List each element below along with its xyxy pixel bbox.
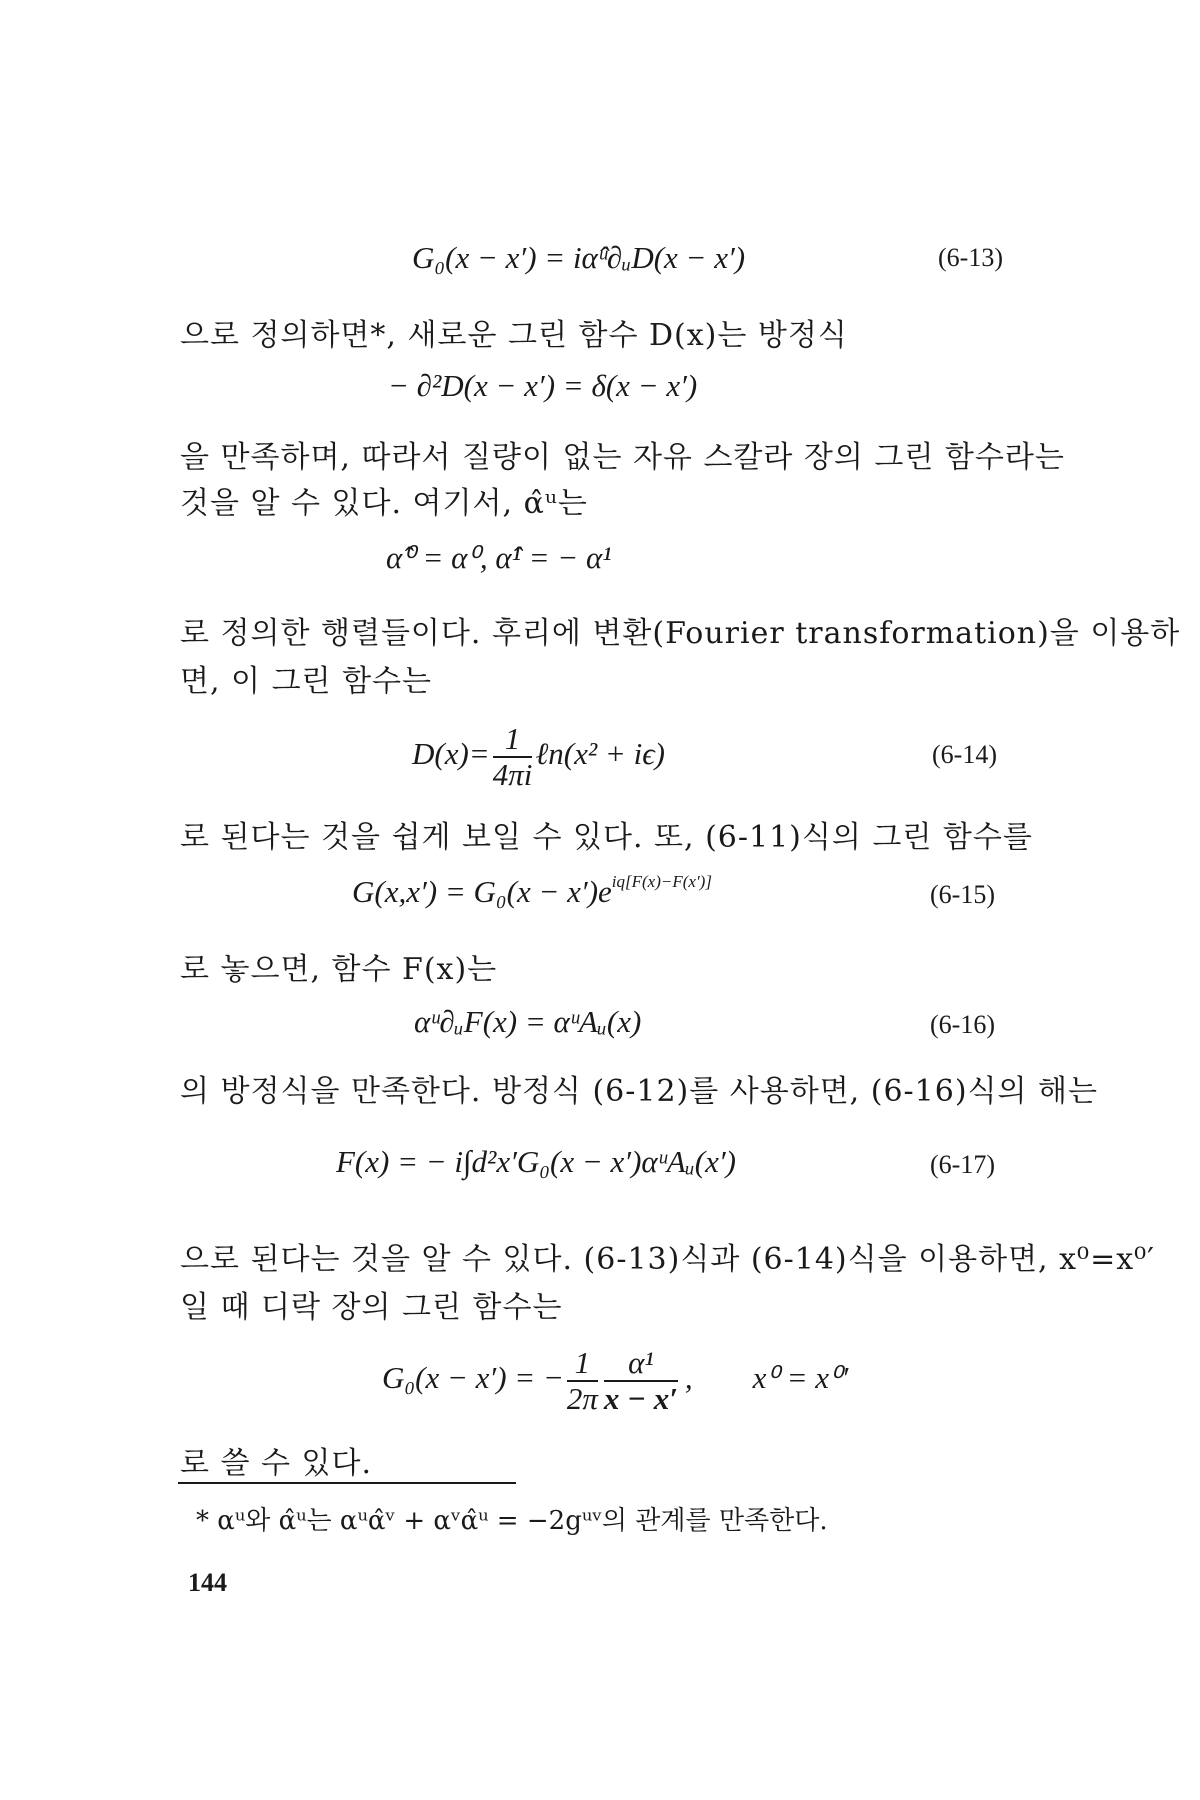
equation-number-6-15: (6-15): [930, 880, 995, 909]
footnote: * αᵘ와 α̂ᵘ는 αᵘα̂ᵛ + αᵛα̂ᵘ = −2gᵘᵛ의 관계를 만족한다.: [196, 1506, 828, 1536]
equation-6-14-fraction: [493, 722, 533, 792]
equation-6-14: [412, 722, 665, 792]
equation-dirac-fraction-2: [604, 1346, 678, 1416]
fraction-denominator: 2π: [566, 1381, 598, 1416]
fraction-denominator: 4πi: [492, 757, 533, 792]
paragraph-2-line-2: 것을 알 수 있다. 여기서, α̂ᵘ는: [180, 486, 588, 521]
equation-6-15-main: G(x,x′) = G₀(x − x′)e: [352, 874, 612, 909]
equation-6-16: αᵘ∂ᵤF(x) = αᵘAᵤ(x): [414, 1004, 642, 1039]
equation-6-14-rhs: ℓn(x² + iϵ): [535, 736, 666, 772]
equation-6-13: G₀(x − x′) = iα̂ᵘ∂ᵤD(x − x′): [412, 240, 746, 275]
paragraph-2-line-1: 을 만족하며, 따라서 질량이 없는 자유 스칼라 장의 그린 함수라는: [180, 440, 1065, 475]
equation-dirac-green: [382, 1346, 848, 1416]
footnote-divider: [178, 1482, 516, 1484]
paragraph-4: 로 된다는 것을 쉽게 보일 수 있다. 또, (6-11)식의 그린 함수를: [180, 820, 1033, 855]
equation-laplacian: − ∂²D(x − x′) = δ(x − x′): [388, 368, 698, 403]
equation-number-6-13: (6-13): [938, 243, 1003, 272]
paragraph-7-line-2: 일 때 디락 장의 그린 함수는: [180, 1290, 563, 1325]
paragraph-8: 로 쓸 수 있다.: [180, 1446, 373, 1481]
paragraph-5: 로 놓으면, 함수 F(x)는: [180, 952, 498, 987]
paragraph-1: 으로 정의하면*, 새로운 그린 함수 D(x)는 방정식: [180, 318, 848, 353]
fraction-numerator: α¹: [604, 1346, 678, 1382]
paragraph-7-line-1: 으로 된다는 것을 알 수 있다. (6-13)식과 (6-14)식을 이용하면, x⁰=x⁰′: [180, 1242, 1155, 1277]
equation-number-6-16: (6-16): [930, 1010, 995, 1039]
paragraph-6: 의 방정식을 만족한다. 방정식 (6-12)를 사용하면, (6-16)식의 해는: [180, 1074, 1099, 1109]
equation-alpha-hat: α̂⁰ = α⁰, α̂¹ = − α¹: [386, 540, 612, 575]
equation-6-15-exponent: iq[F(x)−F(x′)]: [611, 871, 712, 891]
equation-number-6-14: (6-14): [932, 740, 997, 769]
equation-dirac-condition: x⁰ = x⁰′: [752, 1360, 849, 1396]
page-number: 144: [188, 1568, 227, 1597]
paragraph-3-line-2: 면, 이 그린 함수는: [180, 664, 433, 699]
equation-number-6-17: (6-17): [930, 1150, 995, 1179]
fraction-denominator: x − x′: [603, 1381, 678, 1416]
equation-dirac-fraction-1: [567, 1346, 598, 1416]
fraction-numerator: 1: [567, 1346, 598, 1382]
equation-dirac-lhs: G₀(x − x′) = −: [382, 1360, 564, 1396]
paragraph-3-line-1: 로 정의한 행렬들이다. 후리에 변환(Fourier transformation)을 이용하: [180, 616, 1181, 651]
equation-6-15: [352, 871, 712, 910]
equation-6-14-lhs: D(x)=: [412, 736, 490, 772]
equation-6-17: F(x) = − i∫d²x′G₀(x − x′)αᵘAᵤ(x′): [336, 1144, 736, 1179]
comma: ,: [684, 1360, 693, 1396]
fraction-numerator: 1: [493, 722, 533, 758]
